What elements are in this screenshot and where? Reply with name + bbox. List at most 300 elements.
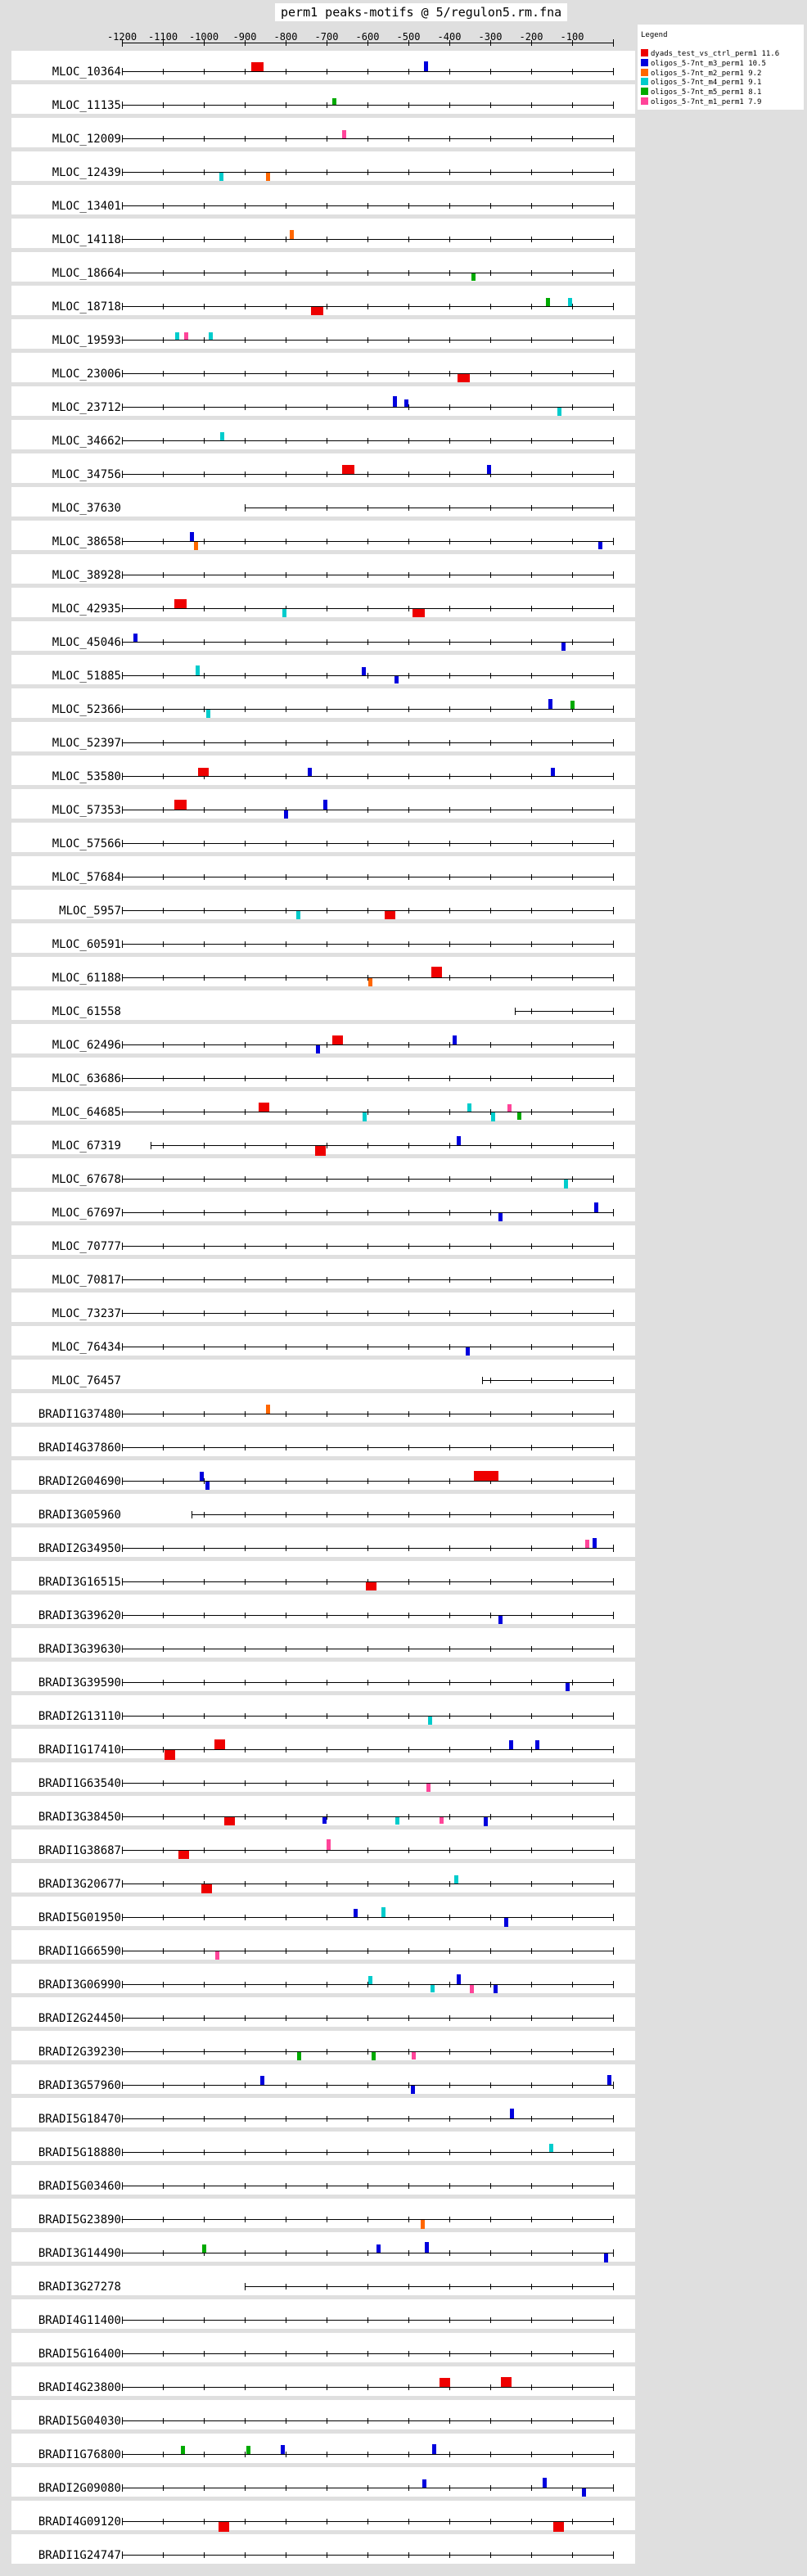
- axis-tick-label: -200: [519, 31, 543, 43]
- sequence-end-tick: [613, 1041, 614, 1049]
- sequence-tick: [572, 471, 573, 477]
- motif-site-dyads: [174, 800, 187, 810]
- sequence-tick: [531, 270, 532, 276]
- sequence-end-tick: [122, 336, 123, 344]
- sequence-tick: [490, 2519, 491, 2524]
- sequence-tick: [204, 102, 205, 108]
- sequence-tick: [449, 2519, 450, 2524]
- sequence-end-tick: [122, 370, 123, 377]
- gene-label: BRADI5G04030: [38, 2415, 121, 2428]
- sequence-tick: [572, 1311, 573, 1316]
- sequence-tick: [490, 2183, 491, 2189]
- gene-label: BRADI3G20677: [38, 1878, 121, 1891]
- sequence-tick: [367, 673, 368, 679]
- sequence-tick: [572, 237, 573, 242]
- sequence-tick: [490, 371, 491, 377]
- sequence-tick: [367, 1545, 368, 1551]
- sequence-tick: [245, 908, 246, 914]
- sequence-tick: [449, 539, 450, 544]
- sequence-tick: [572, 2250, 573, 2256]
- sequence-tick: [572, 774, 573, 779]
- sequence-end-tick: [122, 404, 123, 411]
- sequence-tick: [204, 1982, 205, 1987]
- sequence-tick: [245, 606, 246, 611]
- sequence-end-tick: [122, 1880, 123, 1888]
- sequence-tick: [572, 2351, 573, 2357]
- sequence-end-tick: [122, 2317, 123, 2324]
- sequence-tick: [245, 136, 246, 142]
- sequence-tick: [531, 1713, 532, 1719]
- gene-label: MLOC_52366: [52, 703, 121, 716]
- sequence-tick: [572, 1378, 573, 1383]
- sequence-tick: [531, 203, 532, 209]
- sequence-end-tick: [613, 941, 614, 948]
- legend-label: oligos_5-7nt_m1_perm1 7.9: [651, 98, 762, 106]
- sequence-tick: [449, 270, 450, 276]
- motif-site-m3: [510, 2109, 514, 2118]
- sequence-end-tick: [613, 1712, 614, 1720]
- sequence-tick: [367, 740, 368, 746]
- motif-site-m1: [412, 2052, 416, 2059]
- feature-row: [11, 420, 635, 449]
- sequence-tick: [572, 1545, 573, 1551]
- sequence-tick: [490, 2082, 491, 2088]
- legend-swatch-m5: [641, 88, 648, 95]
- sequence-end-tick: [122, 706, 123, 713]
- motif-site-m5: [517, 1112, 521, 1120]
- sequence-tick: [408, 438, 409, 444]
- axis-tick-label: -300: [478, 31, 503, 43]
- sequence-tick: [408, 69, 409, 74]
- sequence-tick: [572, 438, 573, 444]
- feature-row: [11, 1427, 635, 1456]
- sequence-tick: [367, 371, 368, 377]
- sequence-tick: [367, 237, 368, 242]
- sequence-tick: [531, 1143, 532, 1148]
- sequence-tick: [449, 136, 450, 142]
- motif-site-m4: [282, 609, 286, 617]
- sequence-tick: [531, 69, 532, 74]
- sequence-tick: [367, 1512, 368, 1518]
- sequence-end-tick: [122, 303, 123, 310]
- motif-site-dyads: [214, 1739, 225, 1749]
- sequence-tick: [163, 740, 164, 746]
- motif-site-m4: [557, 408, 561, 416]
- sequence-tick: [408, 102, 409, 108]
- gene-label: BRADI1G17410: [38, 1744, 121, 1757]
- sequence-tick: [245, 337, 246, 343]
- sequence-tick: [408, 2082, 409, 2088]
- sequence-end-tick: [613, 1243, 614, 1250]
- sequence-tick: [367, 1042, 368, 1048]
- gene-label: BRADI5G01950: [38, 1911, 121, 1924]
- sequence-tick: [531, 1982, 532, 1987]
- sequence-tick: [245, 1445, 246, 1450]
- sequence-end-tick: [122, 1780, 123, 1787]
- motif-site-m3: [598, 542, 602, 549]
- motif-site-dyads: [165, 1750, 175, 1760]
- sequence-tick: [449, 1982, 450, 1987]
- motif-site-m2: [421, 2220, 425, 2229]
- sequence-tick: [449, 572, 450, 578]
- motif-site-m1: [215, 1951, 219, 1960]
- sequence-tick: [490, 874, 491, 880]
- legend-entry: [641, 59, 766, 67]
- sequence-tick: [204, 1814, 205, 1820]
- feature-row: [11, 286, 635, 315]
- sequence-tick: [367, 572, 368, 578]
- motif-site-m3: [535, 1740, 539, 1749]
- gene-label: BRADI1G37480: [38, 1408, 121, 1421]
- sequence-end-tick: [122, 1712, 123, 1720]
- sequence-tick: [163, 874, 164, 880]
- feature-row: [11, 756, 635, 785]
- sequence-tick: [449, 2250, 450, 2256]
- feature-row: [11, 588, 635, 617]
- sequence-end-tick: [613, 336, 614, 344]
- sequence-tick: [367, 1948, 368, 1954]
- sequence-end-tick: [613, 706, 614, 713]
- sequence-tick: [367, 2150, 368, 2155]
- sequence-tick: [490, 438, 491, 444]
- sequence-tick: [408, 1210, 409, 1216]
- sequence-tick: [449, 1143, 450, 1148]
- legend-title: Legend: [641, 31, 668, 39]
- sequence-end-tick: [122, 739, 123, 747]
- sequence-tick: [204, 2452, 205, 2457]
- sequence-tick: [572, 371, 573, 377]
- sequence-tick: [531, 572, 532, 578]
- sequence-tick: [367, 2250, 368, 2256]
- sequence-tick: [163, 1210, 164, 1216]
- sequence-tick: [163, 1143, 164, 1148]
- sequence-end-tick: [613, 1981, 614, 1988]
- motif-site-m2: [290, 230, 294, 239]
- sequence-end-tick: [613, 471, 614, 478]
- sequence-tick: [367, 1411, 368, 1417]
- sequence-tick: [204, 2015, 205, 2021]
- motif-site-m3: [362, 667, 366, 675]
- sequence-tick: [531, 1243, 532, 1249]
- feature-row: [11, 2434, 635, 2463]
- motif-site-m3: [308, 768, 312, 776]
- sequence-tick: [245, 169, 246, 175]
- sequence-tick: [572, 2082, 573, 2088]
- gene-label: MLOC_52397: [52, 737, 121, 750]
- sequence-tick: [204, 1713, 205, 1719]
- sequence-tick: [245, 1613, 246, 1618]
- sequence-tick: [408, 2552, 409, 2558]
- sequence-tick: [163, 136, 164, 142]
- sequence-end-tick: [613, 303, 614, 310]
- sequence-tick: [408, 471, 409, 477]
- sequence-end-tick: [122, 873, 123, 881]
- motif-site-m3: [200, 1472, 204, 1481]
- sequence-tick: [245, 1176, 246, 1182]
- sequence-tick: [163, 975, 164, 981]
- gene-label: MLOC_62496: [52, 1039, 121, 1052]
- gene-label: MLOC_18718: [52, 300, 121, 314]
- motif-site-m3: [566, 1683, 570, 1691]
- sequence-end-tick: [122, 2249, 123, 2257]
- sequence-tick: [204, 136, 205, 142]
- sequence-tick: [163, 1411, 164, 1417]
- motif-site-m4: [220, 432, 224, 440]
- sequence-tick: [449, 1747, 450, 1753]
- gene-label: MLOC_60591: [52, 938, 121, 951]
- sequence-tick: [531, 1411, 532, 1417]
- motif-site-m3: [425, 2242, 429, 2253]
- gene-label: BRADI2G34950: [38, 1542, 121, 1555]
- sequence-tick: [449, 2183, 450, 2189]
- sequence-tick: [204, 740, 205, 746]
- sequence-tick: [449, 1277, 450, 1283]
- sequence-tick: [531, 1210, 532, 1216]
- sequence-end-tick: [613, 773, 614, 780]
- sequence-tick: [408, 2384, 409, 2390]
- sequence-tick: [408, 2217, 409, 2222]
- sequence-tick: [572, 69, 573, 74]
- sequence-tick: [163, 1613, 164, 1618]
- sequence-tick: [163, 1311, 164, 1316]
- sequence-tick: [163, 169, 164, 175]
- sequence-tick: [408, 505, 409, 511]
- motif-site-m3: [551, 768, 555, 776]
- sequence-tick: [245, 572, 246, 578]
- sequence-tick: [245, 237, 246, 242]
- sequence-tick: [245, 2384, 246, 2390]
- sequence-end-tick: [122, 437, 123, 444]
- sequence-tick: [367, 1210, 368, 1216]
- sequence-tick: [572, 1646, 573, 1652]
- gene-label: MLOC_23712: [52, 401, 121, 414]
- sequence-tick: [531, 908, 532, 914]
- sequence-tick: [531, 2150, 532, 2155]
- motif-site-m3: [561, 643, 566, 651]
- sequence-tick: [572, 1076, 573, 1081]
- sequence-end-tick: [122, 571, 123, 579]
- sequence-tick: [245, 539, 246, 544]
- sequence-end-tick: [613, 102, 614, 109]
- motif-site-m5: [332, 98, 336, 105]
- sequence-tick: [408, 1814, 409, 1820]
- sequence-tick: [449, 1042, 450, 1048]
- sequence-tick: [572, 270, 573, 276]
- sequence-tick: [449, 874, 450, 880]
- motif-site-dyads: [342, 465, 354, 474]
- sequence-tick: [531, 807, 532, 813]
- sequence-tick: [204, 270, 205, 276]
- motif-site-m5: [471, 273, 476, 281]
- sequence-end-tick: [122, 471, 123, 478]
- feature-row: [11, 1729, 635, 1758]
- sequence-end-tick: [613, 1511, 614, 1518]
- sequence-tick: [408, 1076, 409, 1081]
- sequence-end-tick: [613, 135, 614, 142]
- sequence-tick: [449, 1579, 450, 1585]
- sequence-tick: [367, 908, 368, 914]
- sequence-end-tick: [613, 605, 614, 612]
- sequence-tick: [367, 203, 368, 209]
- sequence-tick: [490, 1579, 491, 1585]
- sequence-tick: [449, 740, 450, 746]
- sequence-tick: [408, 1982, 409, 1987]
- sequence-tick: [490, 1210, 491, 1216]
- gene-label: MLOC_42935: [52, 602, 121, 616]
- sequence-tick: [490, 102, 491, 108]
- sequence-tick: [245, 975, 246, 981]
- sequence-tick: [408, 2116, 409, 2122]
- sequence-tick: [449, 807, 450, 813]
- sequence-tick: [163, 2049, 164, 2055]
- sequence-tick: [204, 639, 205, 645]
- motif-site-m1: [440, 1817, 444, 1824]
- sequence-line: [151, 1145, 613, 1146]
- sequence-tick: [572, 2452, 573, 2457]
- legend-swatch-m2: [641, 69, 648, 76]
- sequence-tick: [163, 908, 164, 914]
- sequence-tick: [449, 2082, 450, 2088]
- motif-site-m3: [376, 2244, 381, 2253]
- sequence-tick: [245, 371, 246, 377]
- sequence-end-tick: [613, 1108, 614, 1116]
- sequence-end-tick: [122, 1545, 123, 1552]
- motif-site-dyads: [201, 1884, 212, 1893]
- sequence-tick: [572, 2217, 573, 2222]
- feature-row: [11, 1662, 635, 1691]
- sequence-tick: [449, 69, 450, 74]
- sequence-tick: [572, 136, 573, 142]
- sequence-tick: [408, 2485, 409, 2491]
- sequence-tick: [245, 471, 246, 477]
- legend-entry: [641, 78, 761, 86]
- gene-label: BRADI3G27278: [38, 2281, 121, 2294]
- feature-row: [11, 521, 635, 550]
- sequence-tick: [449, 1109, 450, 1115]
- sequence-tick: [204, 1344, 205, 1350]
- sequence-tick: [449, 2015, 450, 2021]
- sequence-end-tick: [613, 1746, 614, 1753]
- motif-site-m4: [431, 1985, 435, 1992]
- sequence-tick: [204, 673, 205, 679]
- gene-label: BRADI3G14490: [38, 2247, 121, 2260]
- sequence-tick: [490, 2250, 491, 2256]
- feature-row: [11, 1997, 635, 2027]
- sequence-tick: [367, 1344, 368, 1350]
- sequence-tick: [367, 1076, 368, 1081]
- feature-row: [11, 51, 635, 80]
- sequence-end-tick: [613, 370, 614, 377]
- sequence-tick: [204, 1411, 205, 1417]
- sequence-tick: [531, 404, 532, 410]
- sequence-tick: [163, 2250, 164, 2256]
- motif-site-m3: [607, 2075, 611, 2085]
- sequence-end-tick: [613, 1545, 614, 1552]
- sequence-tick: [490, 2284, 491, 2290]
- sequence-end-tick: [122, 806, 123, 814]
- sequence-tick: [531, 136, 532, 142]
- sequence-end-tick: [122, 2048, 123, 2055]
- motif-site-m1: [507, 1104, 512, 1112]
- sequence-tick: [408, 639, 409, 645]
- sequence-tick: [408, 774, 409, 779]
- sequence-tick: [490, 69, 491, 74]
- sequence-tick: [367, 1311, 368, 1316]
- sequence-tick: [490, 1613, 491, 1618]
- sequence-tick: [408, 1445, 409, 1450]
- sequence-tick: [490, 1411, 491, 1417]
- sequence-end-tick: [613, 2216, 614, 2223]
- sequence-tick: [367, 841, 368, 846]
- legend-entry: [641, 88, 761, 96]
- gene-label: MLOC_13401: [52, 200, 121, 213]
- sequence-tick: [531, 237, 532, 242]
- sequence-tick: [449, 1613, 450, 1618]
- feature-row: [11, 1695, 635, 1725]
- sequence-tick: [572, 1445, 573, 1450]
- sequence-tick: [408, 606, 409, 611]
- sequence-tick: [449, 237, 450, 242]
- sequence-end-tick: [122, 1981, 123, 1988]
- gene-label: BRADI3G39630: [38, 1643, 121, 1656]
- sequence-tick: [204, 2351, 205, 2357]
- feature-row: [11, 2501, 635, 2530]
- sequence-tick: [531, 1680, 532, 1685]
- sequence-tick: [572, 941, 573, 947]
- sequence-tick: [204, 975, 205, 981]
- sequence-tick: [204, 1277, 205, 1283]
- sequence-tick: [408, 1646, 409, 1652]
- sequence-tick: [163, 203, 164, 209]
- motif-site-m4: [467, 1103, 471, 1112]
- sequence-tick: [163, 2452, 164, 2457]
- sequence-tick: [531, 2217, 532, 2222]
- sequence-tick: [449, 975, 450, 981]
- sequence-tick: [408, 2150, 409, 2155]
- sequence-tick: [531, 1042, 532, 1048]
- sequence-end-tick: [122, 974, 123, 981]
- feature-row: [11, 1326, 635, 1356]
- sequence-tick: [572, 841, 573, 846]
- sequence-tick: [449, 102, 450, 108]
- gene-label: BRADI1G76800: [38, 2448, 121, 2461]
- sequence-tick: [531, 539, 532, 544]
- sequence-tick: [449, 2351, 450, 2357]
- sequence-tick: [367, 1277, 368, 1283]
- sequence-tick: [531, 1915, 532, 1920]
- sequence-tick: [408, 941, 409, 947]
- sequence-tick: [408, 1478, 409, 1484]
- sequence-tick: [408, 572, 409, 578]
- feature-row: [11, 219, 635, 248]
- sequence-tick: [204, 169, 205, 175]
- sequence-end-tick: [613, 2249, 614, 2257]
- sequence-tick: [245, 1713, 246, 1719]
- sequence-tick: [449, 203, 450, 209]
- sequence-tick: [367, 1814, 368, 1820]
- feature-row: [11, 1091, 635, 1121]
- motif-site-dyads: [332, 1035, 343, 1044]
- sequence-tick: [163, 1814, 164, 1820]
- feature-row: [11, 1360, 635, 1389]
- gene-label: BRADI4G11400: [38, 2314, 121, 2327]
- sequence-tick: [245, 1311, 246, 1316]
- feature-row: [11, 252, 635, 282]
- motif-site-m3: [604, 2253, 608, 2262]
- gene-label: BRADI3G38450: [38, 1811, 121, 1824]
- motif-site-m3: [498, 1213, 503, 1221]
- sequence-tick: [408, 539, 409, 544]
